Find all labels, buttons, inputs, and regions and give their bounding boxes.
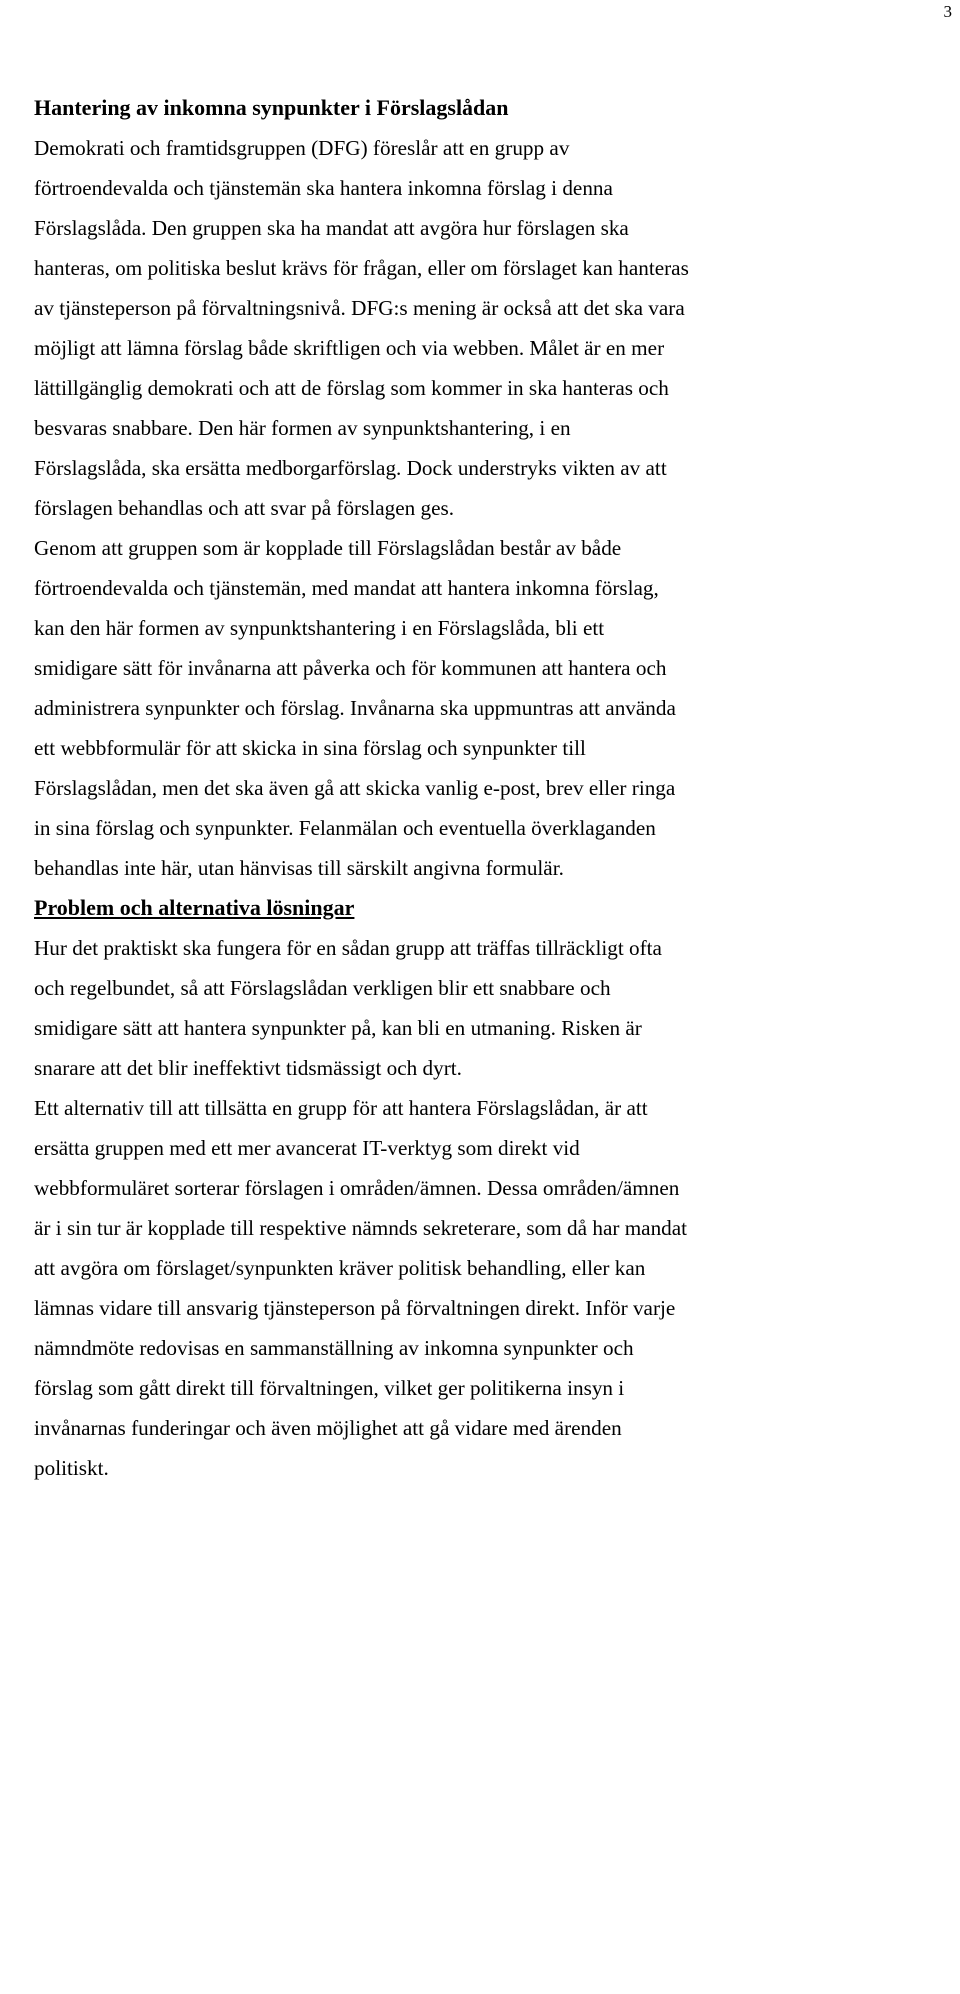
paragraph — [34, 928, 942, 1088]
text-line: kan den här formen av synpunktshantering i en Förslagslåda, bli ett — [34, 616, 605, 640]
text-line: webbformuläret sorterar förslagen i områden/ämnen. Dessa områden/ämnen — [34, 1176, 680, 1200]
paragraph — [34, 1088, 942, 1488]
text-line: lättillgänglig demokrati och att de förslag som kommer in ska hanteras och — [34, 376, 669, 400]
section-heading: Hantering av inkomna synpunkter i Förslagslådan — [34, 95, 509, 120]
paragraph — [34, 528, 942, 888]
text-line: smidigare sätt att hantera synpunkter på, kan bli en utmaning. Risken är — [34, 1016, 642, 1040]
text-line: ersätta gruppen med ett mer avancerat IT-verktyg som direkt vid — [34, 1136, 580, 1160]
text-line: förtroendevalda och tjänstemän ska hantera inkomna förslag i denna — [34, 176, 613, 200]
page-number: 3 — [943, 2, 952, 21]
text-line: Demokrati och framtidsgruppen (DFG) föreslår att en grupp av — [34, 136, 570, 160]
text-line: Förslagslådan, men det ska även gå att skicka vanlig e-post, brev eller ringa — [34, 776, 676, 800]
text-line: in sina förslag och synpunkter. Felanmälan och eventuella överklaganden — [34, 816, 656, 840]
text-line: Förslagslåda, ska ersätta medborgarförslag. Dock understryks vikten av att — [34, 456, 667, 480]
text-line: av tjänsteperson på förvaltningsnivå. DFG:s mening är också att det ska vara — [34, 296, 685, 320]
text-line: besvaras snabbare. Den här formen av synpunktshantering, i en — [34, 416, 571, 440]
text-line: nämndmöte redovisas en sammanställning av inkomna synpunkter och — [34, 1336, 634, 1360]
text-line: förslag som gått direkt till förvaltningen, vilket ger politikerna insyn i — [34, 1376, 625, 1400]
text-line: förtroendevalda och tjänstemän, med mandat att hantera inkomna förslag, — [34, 576, 659, 600]
text-line: invånarnas funderingar och även möjlighet att gå vidare med ärenden — [34, 1416, 622, 1440]
text-line: behandlas inte här, utan hänvisas till särskilt angivna formulär. — [34, 856, 564, 880]
text-line: att avgöra om förslaget/synpunkten kräver politisk behandling, eller kan — [34, 1256, 646, 1280]
text-line: smidigare sätt för invånarna att påverka och för kommunen att hantera och — [34, 656, 667, 680]
text-line: möjligt att lämna förslag både skriftligen och via webben. Målet är en mer — [34, 336, 665, 360]
text-line: snarare att det blir ineffektivt tidsmässigt och dyrt. — [34, 1056, 462, 1080]
text-line: politiskt. — [34, 1456, 109, 1480]
text-line: är i sin tur är kopplade till respektive nämnds sekreterare, som då har mandat — [34, 1216, 688, 1240]
text-line: lämnas vidare till ansvarig tjänsteperson på förvaltningen direkt. Inför varje — [34, 1296, 676, 1320]
section-heading: Problem och alternativa lösningar — [34, 895, 355, 920]
text-line: Genom att gruppen som är kopplade till Förslagslådan består av både — [34, 536, 622, 560]
text-line: hanteras, om politiska beslut krävs för frågan, eller om förslaget kan hanteras — [34, 256, 689, 280]
text-line: förslagen behandlas och att svar på förslagen ges. — [34, 496, 455, 520]
text-line: ett webbformulär för att skicka in sina förslag och synpunkter till — [34, 736, 586, 760]
section-handling-proposals — [34, 88, 942, 888]
text-line: Hur det praktiskt ska fungera för en sådan grupp att träffas tillräckligt ofta — [34, 936, 662, 960]
text-line: och regelbundet, så att Förslagslådan verkligen blir ett snabbare och — [34, 976, 611, 1000]
page-content — [34, 88, 942, 1488]
text-line: Ett alternativ till att tillsätta en grupp för att hantera Förslagslådan, är att — [34, 1096, 648, 1120]
section-problems-alternatives — [34, 888, 942, 1488]
paragraph — [34, 128, 942, 528]
text-line: Förslagslåda. Den gruppen ska ha mandat att avgöra hur förslagen ska — [34, 216, 629, 240]
text-line: administrera synpunkter och förslag. Invånarna ska uppmuntras att använda — [34, 696, 676, 720]
